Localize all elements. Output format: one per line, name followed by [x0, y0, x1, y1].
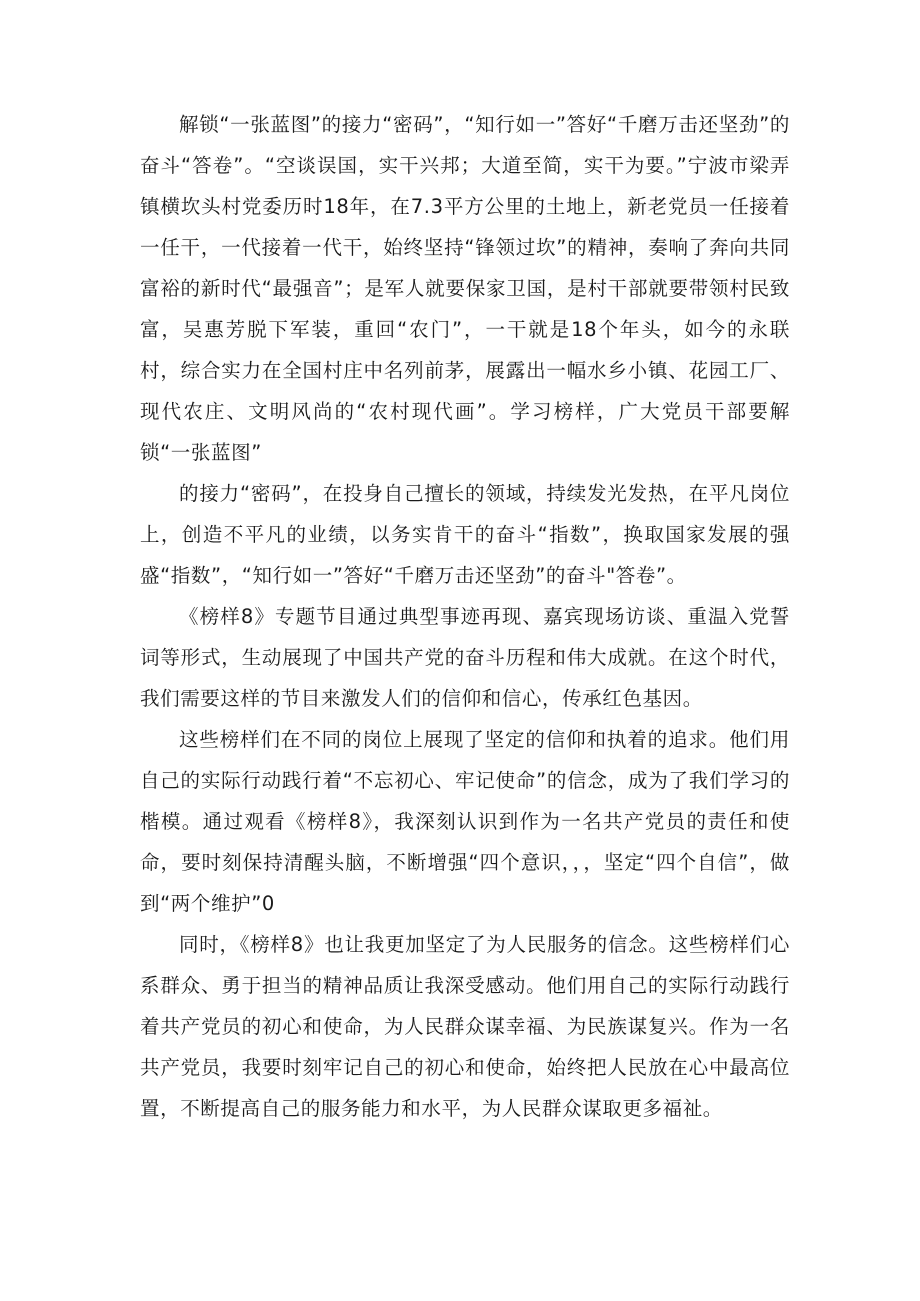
document-body: [140, 104, 790, 1129]
paragraph-2: 的接力“密码”，在投身自己擅长的领域，持续发光发热，在平凡岗位上，创造不平凡的业绩，以务实肯干的奋斗“指数”，换取国家发展的强盛“指数”，“知行如一”答好“千磨万击还坚劲”的奋斗"答卷”。: [140, 482, 790, 587]
paragraph-3: 《榜样8》专题节目通过典型事迹再现、嘉宾现场访谈、重温入党誓词等形式，生动展现了中国共产党的奋斗历程和伟大成就。在这个时代，我们需要这样的节目来激发人们的信仰和信心，传承红色基因。: [140, 605, 790, 710]
paragraph-1: 解锁“一张蓝图”的接力“密码”，“知行如一”答好“千磨万击还坚劲”的奋斗“答卷”。“空谈误国，实干兴邦；大道至简，实干为要。”宁波市梁弄镇横坎头村党委历时18年，在7.3平方公里的土地上，新老党员一任接着一任干，一代接着一代干，始终坚持“锋领过坎”的精神，奏响了奔向共同富裕的新时代“最强音”；是军人就要保家卫国，是村干部就要带领村民致富，吴惠芳脱下军装，重回“农门”，一干就是18个年头，如今的永联村，综合实力在全国村庄中名列前茅，展露出一幅水乡小镇、花园工厂、现代农庄、文明风尚的“农村现代画”。学习榜样，广大党员干部要解锁“一张蓝图”: [140, 113, 790, 464]
paragraph-4: 这些榜样们在不同的岗位上展现了坚定的信仰和执着的追求。他们用自己的实际行动践行着“不忘初心、牢记使命”的信念，成为了我们学习的楷模。通过观看《榜样8》，我深刻认识到作为一名共产党员的责任和使命，要时刻保持清醒头脑，不断增强“四个意识，，，坚定“四个自信”，做到“两个维护”0: [140, 728, 790, 915]
paragraph-5: 同时，《榜样8》也让我更加坚定了为人民服务的信念。这些榜样们心系群众、勇于担当的精神品质让我深受感动。他们用自己的实际行动践行着共产党员的初心和使命，为人民群众谋幸福、为民族谋复兴。作为一名共产党员，我要时刻牢记自己的初心和使命，始终把人民放在心中最高位置，不断提高自己的服务能力和水平，为人民群众谋取更多福祉。: [140, 933, 790, 1120]
